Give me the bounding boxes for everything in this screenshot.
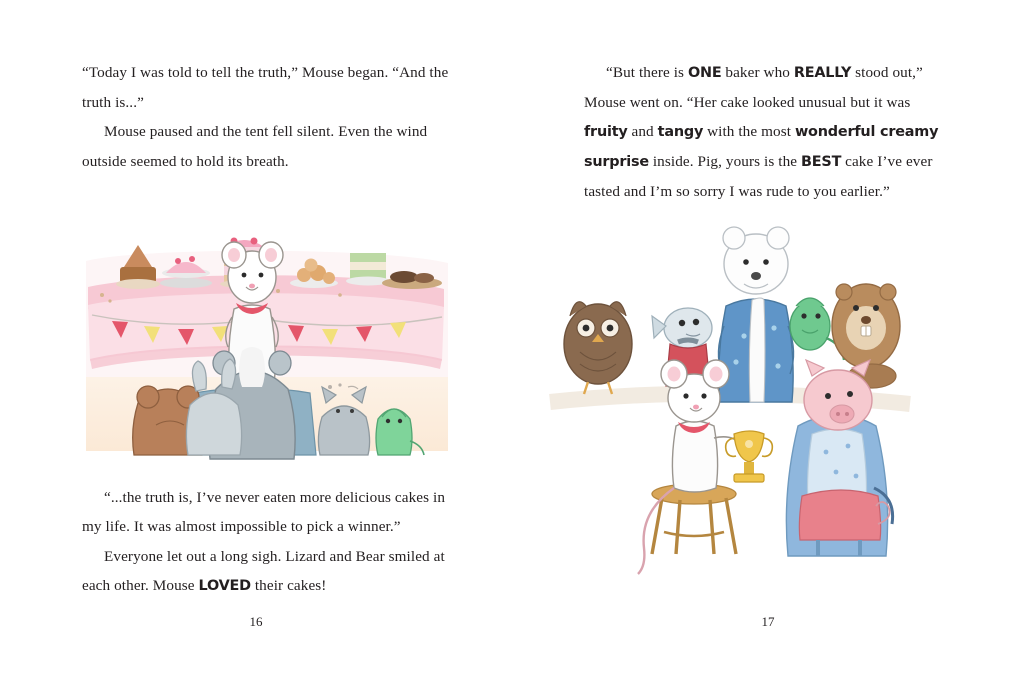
text-run: inside. Pig, yours is the: [648, 152, 802, 170]
text-run: stood out,” Mouse went on. “Her cake looked unusual but it was: [584, 64, 923, 111]
text-run: Everyone let out a long sigh. Lizard and Bear smiled at each other. Mouse: [82, 547, 445, 595]
animals-congratulating-pig-illustration: [530, 176, 1014, 596]
emphasis-hand-lettered: tangy: [657, 124, 704, 141]
emphasis-hand-lettered: fruity: [584, 124, 628, 141]
paragraph: [82, 483, 452, 542]
right-page: [512, 0, 1024, 674]
text-run: Mouse paused and the tent fell silent. Even the wind outside seemed to hold its breath.: [82, 123, 428, 170]
text-run: “But there is: [606, 64, 688, 81]
left-page-text-bottom: [82, 483, 452, 602]
page-number-right: 17: [761, 614, 775, 629]
emphasis-hand-lettered: wonderful creamy surprise: [584, 124, 939, 170]
text-run: and: [627, 123, 658, 141]
text-run: “...the truth is, I’ve never eaten more delicious cakes in my life. It was almost impossible to pick a winner.”: [82, 488, 446, 536]
emphasis-hand-lettered: LOVED: [198, 578, 251, 595]
emphasis-hand-lettered: REALLY: [793, 65, 852, 81]
emphasis-hand-lettered: ONE: [687, 65, 722, 81]
paragraph: [82, 58, 452, 117]
paragraph: [82, 542, 452, 601]
text-run: baker who: [721, 64, 794, 81]
left-page-text-top: [82, 58, 452, 177]
text-run: “Today I was told to tell the truth,” Mouse began. “And the truth is...”: [82, 64, 449, 111]
text-run: with the most: [703, 123, 795, 141]
emphasis-hand-lettered: BEST: [801, 153, 842, 170]
page-number-left: 16: [249, 614, 263, 629]
text-run: their cakes!: [250, 577, 327, 595]
paragraph: [82, 117, 452, 176]
mouse-on-stage-with-cake-table-illustration: [82, 191, 452, 471]
text-run: cake I’ve ever tasted and I’m so sorry I was rude to you earlier.”: [584, 152, 933, 200]
